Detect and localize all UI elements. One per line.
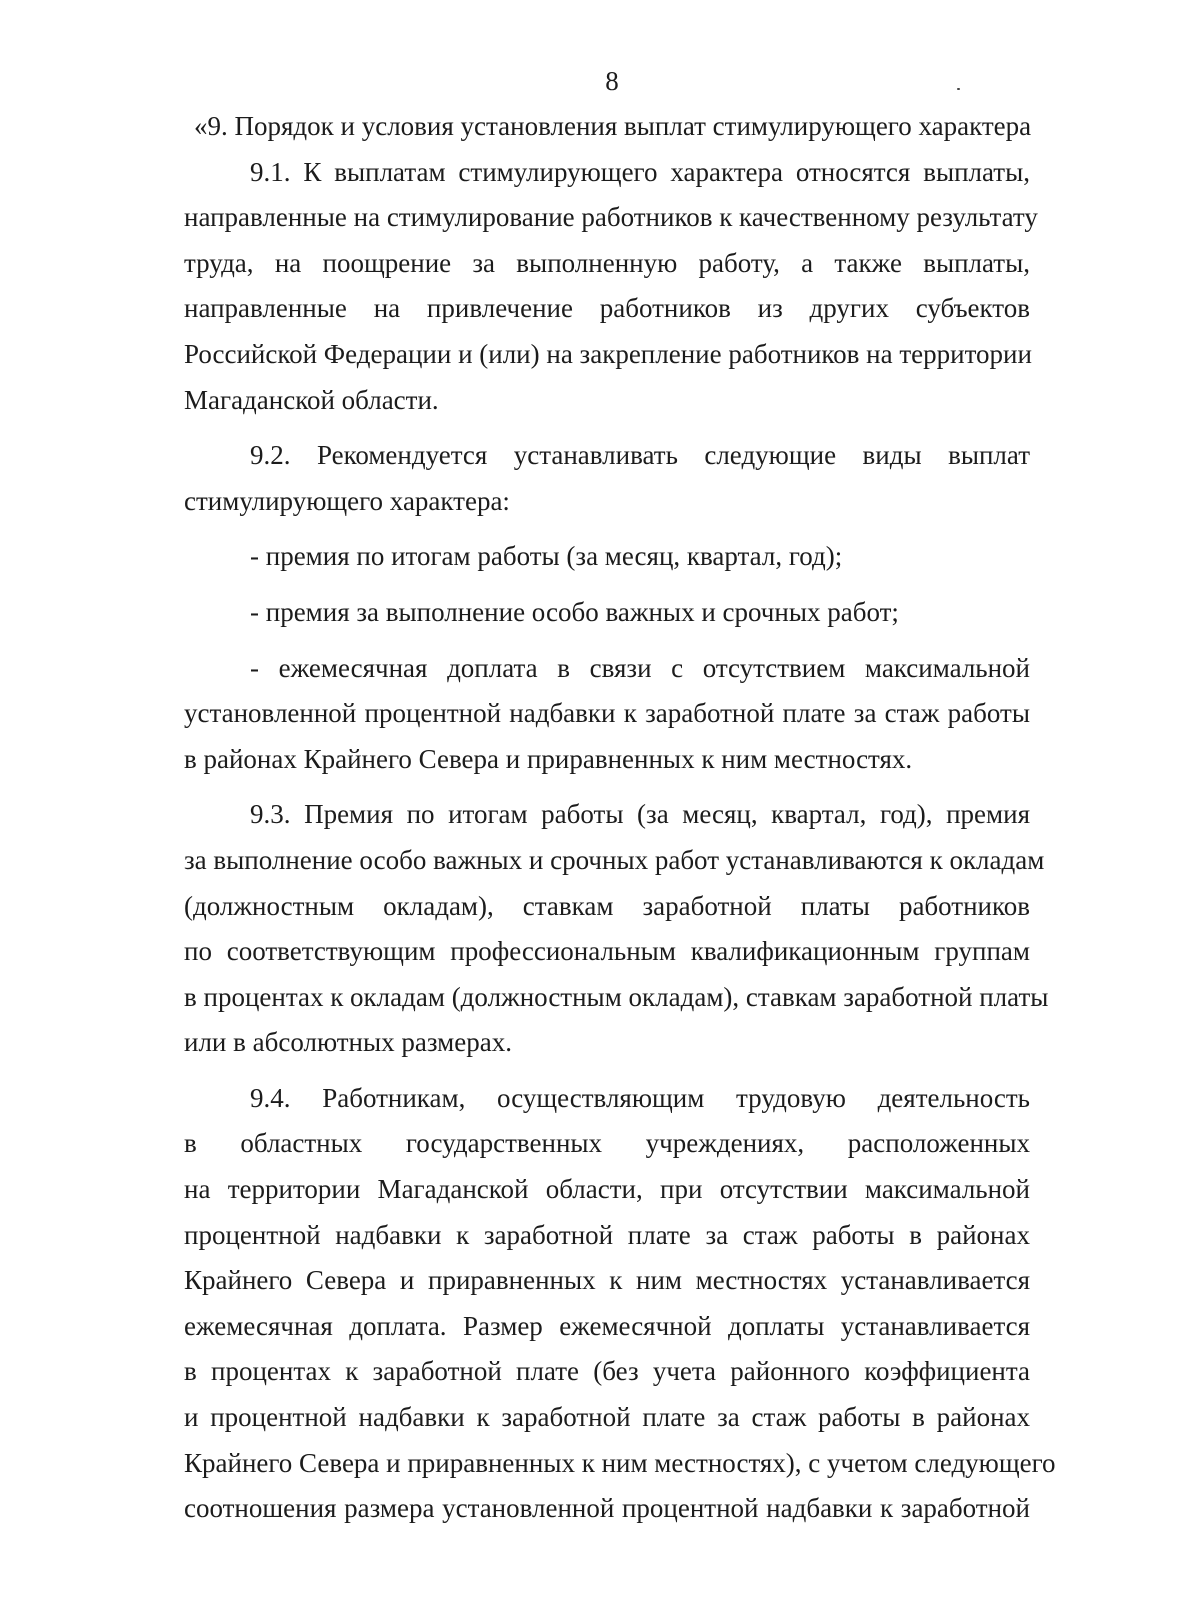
text-line: в районах Крайнего Севера и приравненных к ним местностях.	[184, 743, 913, 774]
text-line: Крайнего Севера и приравненных к ним местностях устанавливается	[184, 1265, 1030, 1296]
paragraph-9-1	[184, 150, 1038, 424]
text-line: процентной надбавки к заработной плате за стаж работы в районах	[184, 1219, 1030, 1250]
paragraph-9-3	[184, 792, 1049, 1066]
page-number: 8	[605, 66, 619, 96]
text-line: стимулирующего характера:	[184, 485, 510, 516]
text-line: направленные на стимулирование работников к качественному результату	[184, 202, 1038, 233]
text-line: ежемесячная доплата. Размер ежемесячной доплаты устанавливается	[184, 1310, 1030, 1341]
text-line: - премия по итогам работы (за месяц, квартал, год);	[250, 541, 843, 572]
text-line: в областных государственных учреждениях, расположенных	[184, 1128, 1030, 1159]
text-line: и процентной надбавки к заработной плате за стаж работы в районах	[184, 1402, 1030, 1433]
paragraph-9-4	[184, 1076, 1056, 1532]
text-line: 9.4. Работникам, осуществляющим трудовую деятельность	[250, 1082, 1030, 1113]
text-line: или в абсолютных размерах.	[184, 1027, 512, 1058]
text-line: за выполнение особо важных и срочных работ устанавливаются к окладам	[184, 844, 1045, 875]
text-line: в процентах к окладам (должностным окладам), ставкам заработной платы	[184, 981, 1049, 1012]
text-line: - ежемесячная доплата в связи с отсутствием максимальной	[250, 652, 1030, 683]
text-line: соотношения размера установленной процентной надбавки к заработной	[184, 1493, 1030, 1524]
paragraph-9-2	[184, 433, 1030, 524]
text-line: (должностным окладам), ставкам заработной платы работников	[184, 890, 1030, 921]
list-item	[184, 646, 1030, 783]
text-line: 9.3. Премия по итогам работы (за месяц, квартал, год), премия	[250, 799, 1030, 830]
text-line: в процентах к заработной плате (без учета районного коэффициента	[184, 1356, 1030, 1387]
text-line: труда, на поощрение за выполненную работу, а также выплаты,	[184, 247, 1030, 278]
text-line: установленной процентной надбавки к заработной плате за стаж работы	[184, 698, 1030, 729]
text-line: Магаданской области.	[184, 384, 439, 415]
list-item	[184, 534, 1030, 580]
text-line: Российской Федерации и (или) на закрепление работников на территории	[184, 338, 1032, 369]
text-line: на территории Магаданской области, при отсутствии максимальной	[184, 1174, 1030, 1205]
list-item	[184, 590, 1030, 636]
text-line: 9.1. К выплатам стимулирующего характера относятся выплаты,	[250, 156, 1030, 187]
text-line: - премия за выполнение особо важных и срочных работ;	[250, 596, 899, 627]
text-line: Крайнего Севера и приравненных к ним местностях), с учетом следующего	[184, 1447, 1056, 1478]
text-line: направленные на привлечение работников из других субъектов	[184, 293, 1030, 324]
text-line: 9.2. Рекомендуется устанавливать следующие виды выплат	[250, 440, 1030, 471]
section-heading: «9. Порядок и условия установления выплат стимулирующего характера	[194, 111, 1032, 141]
document-body	[184, 104, 1056, 1532]
text-line: по соответствующим профессиональным квалификационным группам	[184, 936, 1030, 967]
scan-speck	[957, 88, 960, 90]
